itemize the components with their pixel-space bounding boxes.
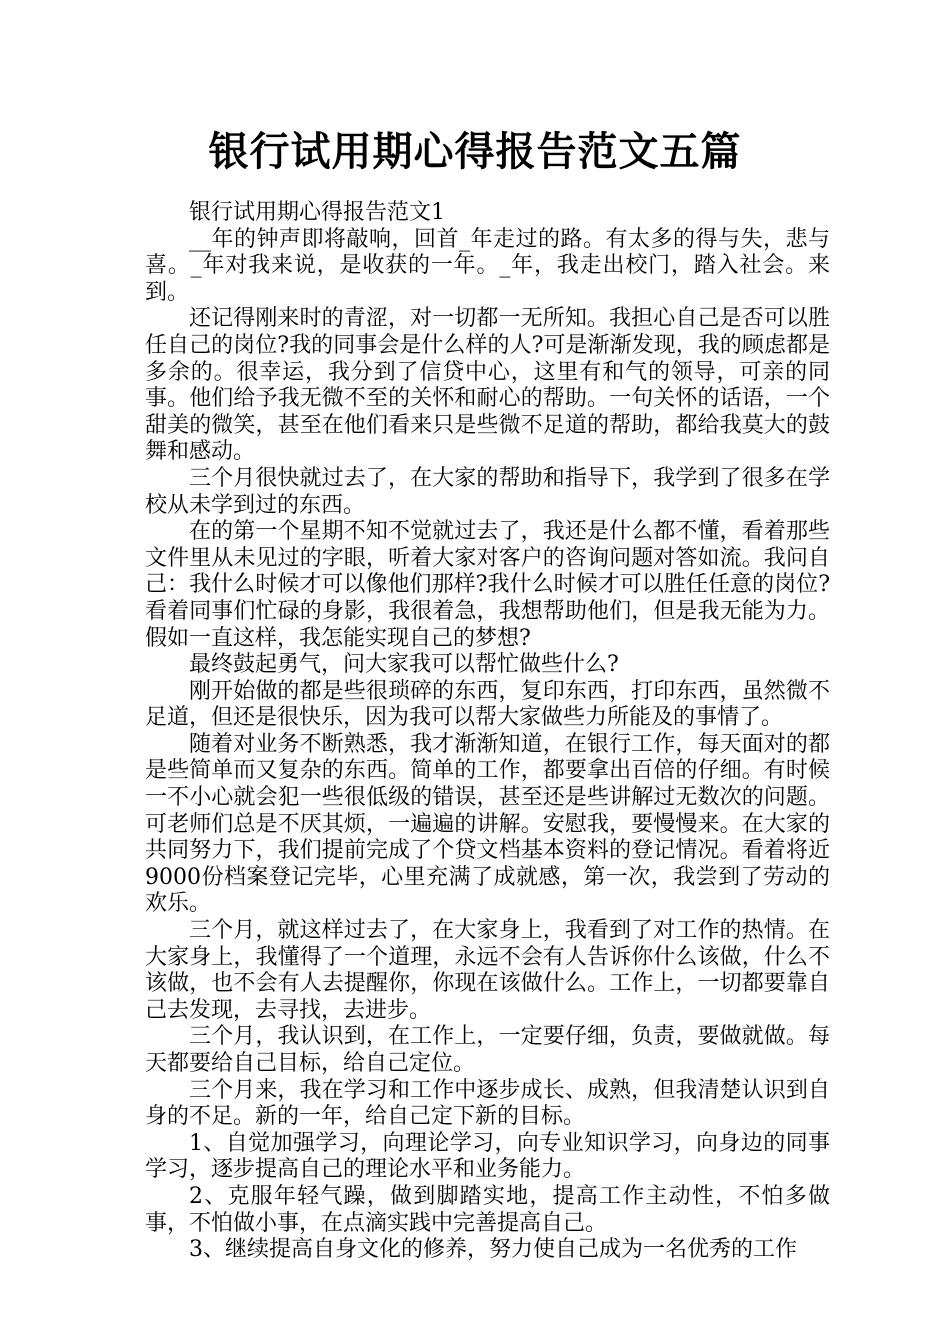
paragraph-14: 3、继续提高自身文化的修养，努力使自己成为一名优秀的工作: [189, 1237, 797, 1263]
paragraph-8: 随着对业务不断熟悉，我才渐渐知道，在银行工作，每天面对的都是些简单而又复杂的东西。简单的工作，都要拿出百倍的仔细。有时候一不小心就会犯一些很低级的错误，甚至还是些讲解过无数次的问题。可老师们总是不厌其烦，一遍遍的讲解。安慰我，要慢慢来。在大家的共同努力下，我们提前完成了个贷文档基本资料的登记情况。看着将近9000份档案登记完毕，心里充满了成就感，第一次，我尝到了劳动的欢乐。: [145, 731, 830, 917]
paragraph-1: 银行试用期心得报告范文1: [189, 200, 445, 225]
paragraph-7: 刚开始做的都是些很琐碎的东西，复印东西，打印东西，虽然微不足道，但还是很快乐，因为我可以帮大家做些力所能及的事情了。: [145, 678, 830, 731]
document-body: [145, 200, 830, 1264]
paragraph-2: __年的钟声即将敲响，回首_年走过的路。有太多的得与失，悲与喜。_年对我来说，是收获的一年。_年，我走出校门，踏入社会。来到。: [145, 226, 830, 305]
paragraph-11: 三个月来，我在学习和工作中逐步成长、成熟，但我清楚认识到自身的不足。新的一年，给自己定下新的目标。: [145, 1077, 830, 1130]
document-title: 银行试用期心得报告范文五篇: [208, 129, 742, 175]
paragraph-4: 三个月很快就过去了，在大家的帮助和指导下，我学到了很多在学校从未学到过的东西。: [145, 465, 830, 518]
paragraph-9: 三个月，就这样过去了，在大家身上，我看到了对工作的热情。在大家身上，我懂得了一个道理，永远不会有人告诉你什么该做，什么不该做，也不会有人去提醒你，你现在该做什么。工作上，一切都要靠自己去发现，去寻找，去进步。: [145, 918, 830, 1023]
paragraph-10: 三个月，我认识到，在工作上，一定要仔细，负责，要做就做。每天都要给自己目标，给自己定位。: [145, 1024, 830, 1076]
paragraph-12: 1、自觉加强学习，向理论学习，向专业知识学习，向身边的同事学习，逐步提高自己的理论水平和业务能力。: [145, 1130, 830, 1183]
paragraph-13: 2、克服年轻气躁，做到脚踏实地，提高工作主动性，不怕多做事，不怕做小事，在点滴实践中完善提高自己。: [145, 1183, 830, 1236]
paragraph-5: 在的第一个星期不知不觉就过去了，我还是什么都不懂，看着那些文件里从未见过的字眼，听着大家对客户的咨询问题对答如流。我问自己：我什么时候才可以像他们那样?我什么时候才可以胜任任意的岗位?看着同事们忙碌的身影，我很着急，我想帮助他们，但是我无能为力。假如一直这样，我怎能实现自己的梦想?: [145, 519, 830, 651]
paragraph-3: 还记得刚来时的青涩，对一切都一无所知。我担心自己是否可以胜任自己的岗位?我的同事会是什么样的人?可是渐渐发现，我的顾虑都是多余的。很幸运，我分到了信贷中心，这里有和气的领导，可亲的同事。他们给予我无微不至的关怀和耐心的帮助。一句关怀的话语，一个甜美的微笑，甚至在他们看来只是些微不足道的帮助，都给我莫大的鼓舞和感动。: [145, 306, 830, 465]
paragraph-6: 最终鼓起勇气，问大家我可以帮忙做些什么?: [189, 652, 619, 678]
